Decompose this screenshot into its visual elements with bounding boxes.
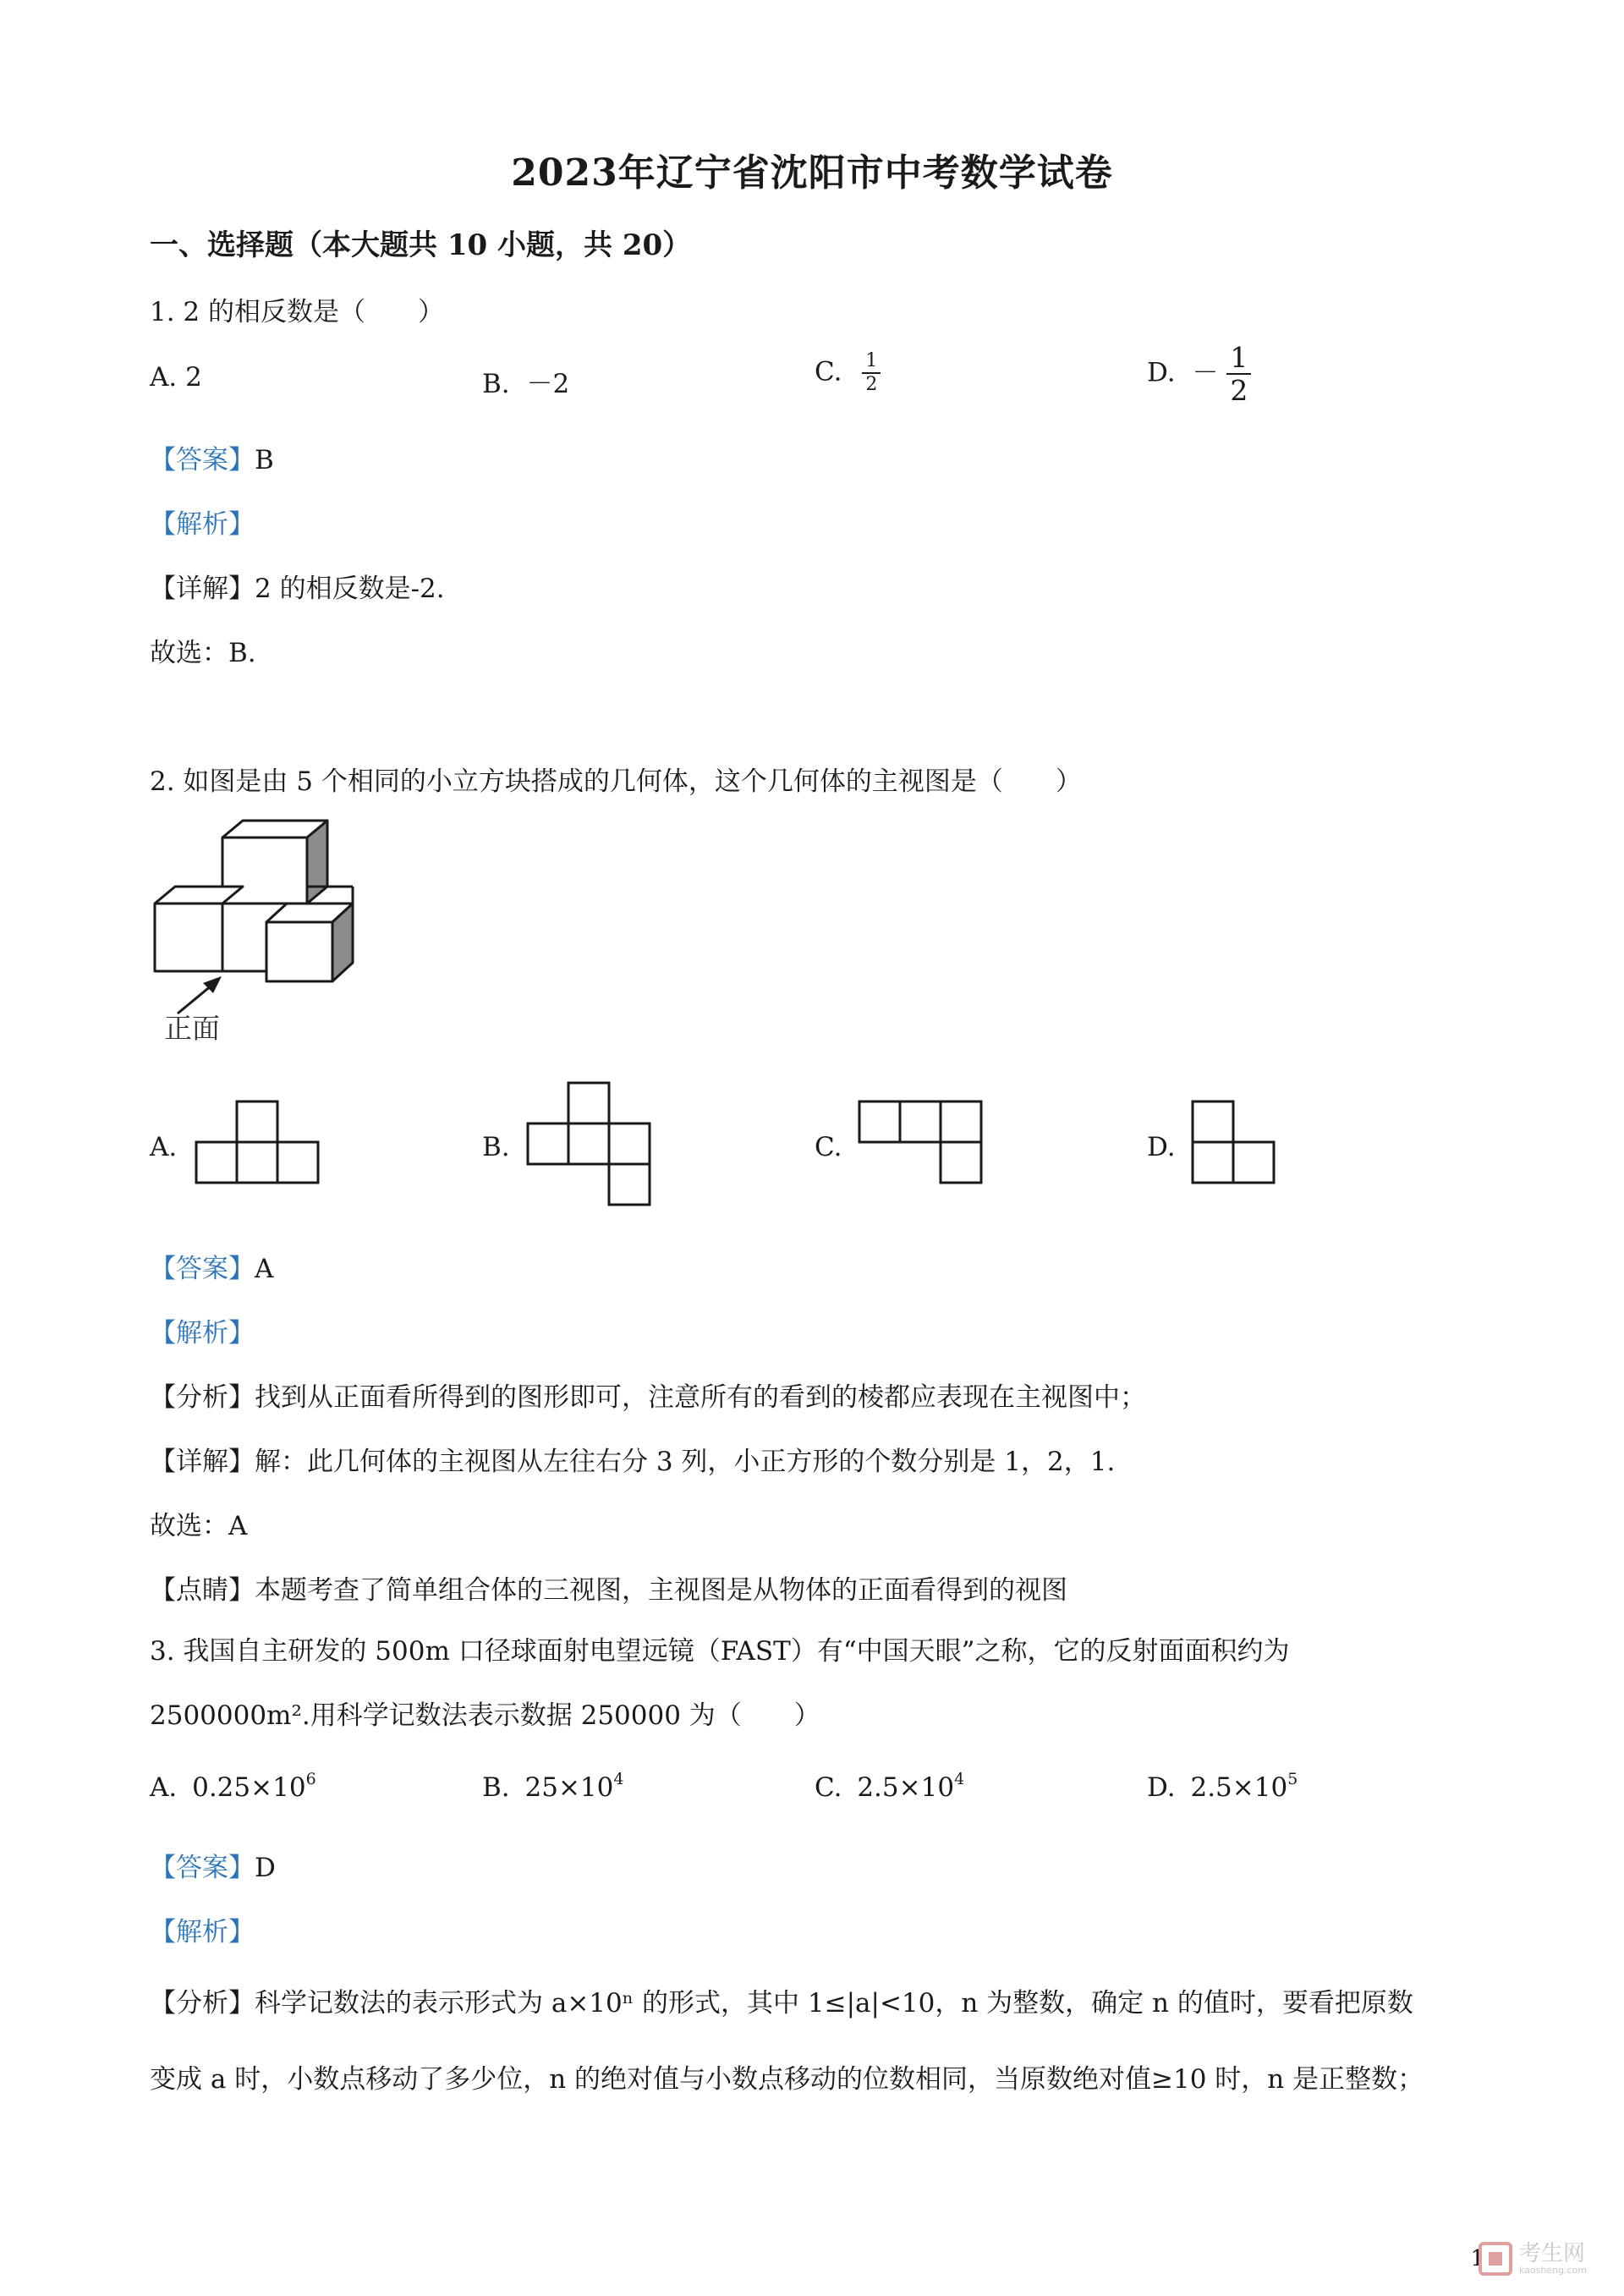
watermark-logo bbox=[1479, 2242, 1587, 2276]
q2-fenxi-text: 找到从正面看所得到的图形即可，注意所有的看到的棱都应表现在主视图中； bbox=[255, 1382, 1146, 1413]
q1-answer bbox=[150, 438, 274, 476]
q3-stem-line1: 3. 我国自主研发的 500m 口径球面射电望远镜（FAST）有“中国天眼”之称，它的反射面面积约为 bbox=[150, 1636, 1290, 1667]
q2-answer bbox=[150, 1247, 273, 1285]
page-number: 1 bbox=[1470, 2246, 1484, 2271]
q3-option-a-base: 0.25×10 bbox=[192, 1772, 306, 1803]
q3-stem-line2: 2500000m².用科学记数法表示数据 250000 为（ ） bbox=[150, 1700, 820, 1731]
watermark-site: kaosheng.com bbox=[1518, 2264, 1587, 2276]
q1-option-d-denominator: 2 bbox=[1230, 374, 1248, 407]
q1-analysis-tag: 【解析】 bbox=[150, 509, 255, 540]
q2-option-a-label: A. bbox=[150, 1132, 178, 1162]
q2-detail-text: 解：此几何体的主视图从左往右分 3 列，小正方形的个数分别是 1，2，1. bbox=[255, 1447, 1116, 1477]
q1-option-d-sign: － bbox=[1192, 357, 1219, 388]
q2-option-b-label: B. bbox=[482, 1132, 510, 1162]
watermark-brand: 考生网 bbox=[1518, 2240, 1585, 2266]
q3-option-b-label: B. bbox=[482, 1772, 510, 1803]
q1-detail-text: 2 的相反数是-2. bbox=[255, 574, 445, 604]
q2-option-d-figure bbox=[1191, 1100, 1277, 1184]
q2-option-a-figure bbox=[195, 1100, 321, 1184]
q3-option-b-base: 25×10 bbox=[524, 1772, 614, 1803]
bottom-left-cube-front bbox=[155, 904, 222, 971]
page-title: 2023年辽宁省沈阳市中考数学试卷 bbox=[511, 151, 1113, 195]
q1-option-c-denominator: 2 bbox=[865, 374, 878, 395]
q3-analysis-tag: 【解析】 bbox=[150, 1917, 255, 1947]
q1-option-d-numerator: 1 bbox=[1226, 343, 1251, 375]
q1-option-c-numerator: 1 bbox=[862, 352, 881, 374]
q2-detail-tag: 【详解】 bbox=[150, 1447, 255, 1477]
q1-option-a-label: A. bbox=[150, 362, 178, 393]
q2-stem: 2. 如图是由 5 个相同的小立方块搭成的几何体，这个几何体的主视图是（ ） bbox=[150, 766, 1082, 797]
q1-option-d-fraction bbox=[1226, 341, 1251, 407]
q1-option-b bbox=[482, 362, 569, 400]
q1-option-b-text: －2 bbox=[526, 369, 570, 399]
q2-option-d-label: D. bbox=[1147, 1132, 1176, 1162]
q1-option-d bbox=[1147, 341, 1251, 407]
q3-answer-value: D bbox=[255, 1853, 276, 1883]
q3-option-c-exponent: 4 bbox=[954, 1770, 965, 1788]
q2-conclusion: 故选：A bbox=[150, 1511, 248, 1541]
q3-fenxi-tag: 【分析】 bbox=[150, 1988, 255, 2019]
q2-answer-value: A bbox=[255, 1254, 274, 1284]
q2-detail bbox=[150, 1440, 1115, 1478]
q2-fenxi-tag: 【分析】 bbox=[150, 1382, 255, 1413]
q2-option-c-figure bbox=[858, 1100, 985, 1184]
q2-figure-label: 正面 bbox=[164, 1012, 220, 1045]
q2-dianjing-text: 本题考查了简单组合体的三视图，主视图是从物体的正面看得到的视图 bbox=[255, 1575, 1067, 1606]
q1-option-c-label: C. bbox=[815, 356, 842, 387]
q1-detail-tag: 【详解】 bbox=[150, 574, 255, 604]
q1-detail bbox=[150, 567, 445, 605]
q3-option-d-label: D. bbox=[1147, 1772, 1176, 1803]
q3-option-d-base: 2.5×10 bbox=[1190, 1772, 1288, 1803]
q3-option-a-label: A. bbox=[150, 1772, 178, 1803]
q3-option-a-exponent: 6 bbox=[305, 1770, 316, 1788]
q1-option-a bbox=[150, 362, 202, 393]
q3-option-c-label: C. bbox=[815, 1772, 842, 1803]
q1-option-b-label: B. bbox=[482, 369, 510, 399]
q2-dianjing-tag: 【点睛】 bbox=[150, 1575, 255, 1606]
q3-option-d bbox=[1147, 1770, 1298, 1803]
q3-option-c bbox=[815, 1770, 964, 1803]
q1-answer-tag: 【答案】 bbox=[150, 445, 255, 475]
section-heading: 一、选择题（本大题共 10 小题，共 20） bbox=[150, 228, 692, 262]
q2-answer-tag: 【答案】 bbox=[150, 1254, 255, 1284]
front-cube-front bbox=[266, 922, 332, 981]
q1-option-a-text: 2 bbox=[185, 362, 202, 393]
q3-fenxi-text-line1: 科学记数法的表示形式为 a×10ⁿ 的形式，其中 1≤|a|<10，n 为整数，确定 n 的值时，要看把原数 bbox=[255, 1988, 1413, 2019]
q1-answer-value: B bbox=[255, 445, 274, 475]
q1-stem: 1. 2 的相反数是（ ） bbox=[150, 297, 445, 327]
q2-fenxi bbox=[150, 1376, 1146, 1414]
q2-dianjing bbox=[150, 1568, 1067, 1607]
q3-option-c-base: 2.5×10 bbox=[857, 1772, 955, 1803]
q1-conclusion: 故选：B. bbox=[150, 638, 256, 668]
q3-option-b-exponent: 4 bbox=[613, 1770, 624, 1788]
q1-option-d-label: D. bbox=[1147, 357, 1176, 388]
q1-option-c-fraction bbox=[862, 352, 881, 394]
q3-fenxi-line1 bbox=[150, 1981, 1413, 2019]
q3-answer-tag: 【答案】 bbox=[150, 1853, 255, 1883]
watermark-icon bbox=[1479, 2242, 1512, 2276]
q3-option-d-exponent: 5 bbox=[1287, 1770, 1298, 1788]
q3-answer bbox=[150, 1846, 276, 1884]
q2-analysis-tag: 【解析】 bbox=[150, 1318, 255, 1348]
q3-fenxi-line2: 变成 a 时，小数点移动了多少位，n 的绝对值与小数点移动的位数相同，当原数绝对值≥10 时，n 是正整数； bbox=[150, 2064, 1424, 2095]
q3-option-a bbox=[150, 1770, 316, 1803]
q2-option-b-figure bbox=[526, 1081, 653, 1208]
q3-option-b bbox=[482, 1770, 623, 1803]
q1-option-c bbox=[815, 352, 881, 394]
q2-option-c-label: C. bbox=[815, 1132, 842, 1162]
